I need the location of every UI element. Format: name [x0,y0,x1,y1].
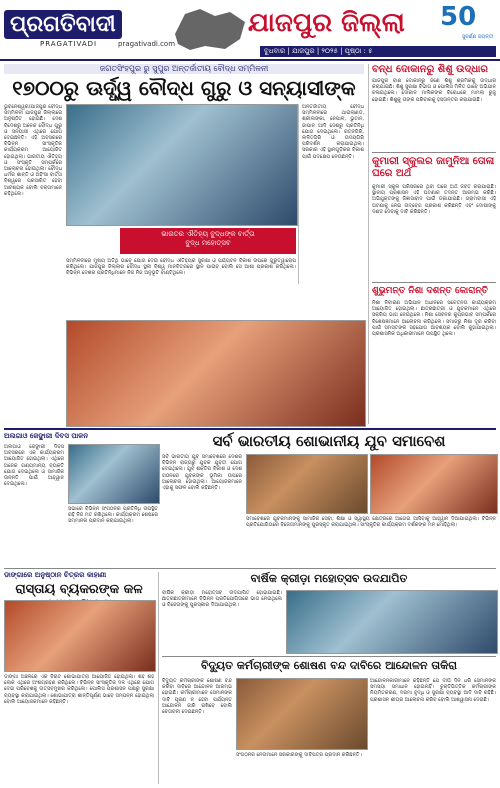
conference-stage-photo [66,104,298,226]
mid-headline[interactable]: ସର୍ବ ଭାରତୀୟ ଶୋଭାନୀୟ ଯୁବ ସମାବେଶ [212,432,446,450]
right-mid-body: କୁମାରୀ ସ୍କୁଲ ପରିସରରେ ଥିବା ଘରେ ଅର୍ଥ ଜବତ କରାଯାଇଛି। ସ୍ଥାନୀୟ ପ୍ରଶାସନ ଏହି ଘଟଣାର ତଦନ୍ତ ଆରମ୍ଭ କରିଛି। ଅଭିଯୁକ୍ତଙ୍କୁ ଜିଜ୍ଞାସାବାଦ ପାଇଁ ଡକାଯାଇଛି। ଗ୍ରାମବାସୀ ଏହି ଘଟଣାକୁ ନେଇ ଉଦ୍ବେଗ ପ୍ରକାଶ କରିଛନ୍ତି ଏବଂ ଦୋଷୀଙ୍କୁ ଦଣ୍ଡ ଦେବାକୁ ଦାବି କରିଛନ୍ତି। [372,184,496,215]
anniversary-logo: 50 [440,2,477,32]
lower-small-headline[interactable]: ଡାଙ୍ଗାରେ ଅନୁଷ୍ଠାନ ଚିତ୍ରର କାହାଣୀ [4,571,107,579]
right-low-body: ନିଶା ନିବାରଣ ଅଭିଯାନ ଅଧୀନରେ ସଚେତନତା କାର୍ଯ୍ୟକ୍ରମ ଆୟୋଜିତ ହୋଇଥିଲା। ଛାତ୍ରଛାତ୍ରୀ ଓ ଯୁବକମାନେ ଏଥିରେ ସକ୍ରିୟ ଭାଗ ନେଇଥିଲେ। ନିଶା ସେବନର କୁପ୍ରଭାବ ସମ୍ପର୍କରେ ବିଶେଷଜ୍ଞମାନେ ଆଲୋଚନା କରିଥିଲେ। ସମାଜରୁ ନିଶା ଦୂର କରିବା ପାଇଁ ସମସ୍ତଙ୍କ ସହଯୋଗ ଆବଶ୍ୟକ ବୋଲି କୁହାଯାଇଥିଲା। ପ୍ରଶାସନିକ ଅଧିକାରୀମାନେ ଉପସ୍ଥିତ ଥିଲେ। [372,300,496,338]
section-divider-mid [4,428,496,430]
mid-left-body: ଅଲଗାଓ ଜେଙ୍କ୍ଷାରୀ ଦିବସ ଅବସରରେ ଏକ କାର୍ଯ୍ୟକ୍ରମ ଆୟୋଜିତ ହୋଇଥିଲା। ଏଥିରେ ଅନେକ ଗଣ୍ୟମାନ୍ୟ ବ୍ୟକ୍ତି ଯୋଗ ଦେଇଥିଲେ ଓ ସାମାଜିକ ଉନ୍ନତି ପାଇଁ ଆହ୍ୱାନ ଦେଇଥିଲେ। [4,444,64,488]
masthead-rule [0,59,500,61]
bottom-headline[interactable]: ବିଦ୍ୟୁତ କର୍ମଚାରୀଙ୍କ ଶୋଷଣ ବନ୍ଦ ଦାବିରେ ଆନ୍ଦୋଳନ ତାକିରା [200,659,458,672]
right-divider-1 [372,152,496,153]
website-text: pragativadi.com [118,40,176,48]
protest-photo [236,678,368,750]
procession-photo [4,600,156,672]
district-map-icon [170,4,250,54]
youth-rally-photo [246,454,368,514]
right-mid-headline[interactable]: କୁମାରୀ ସ୍କୁଲର ଜାମୁନିଆ ତୋଳା ଘରେ ଅର୍ଥ [372,156,495,179]
sports-headline[interactable]: ବାର୍ଷିକ କ୍ରୀଡ଼ା ମହୋତ୍ସବ ଉଦଯାପିତ [250,572,408,585]
mid-lower-body: ସମାବେଶରେ ଯୁବକମାନଙ୍କୁ ସାମାଜିକ ସେବା, ଶିକ୍ଷା ଓ ସ୍ୱାସ୍ଥ୍ୟ କ୍ଷେତ୍ରରେ ଆଗେଇ ଆସିବାକୁ ଆହ୍ୱାନ ଦିଆଯାଇଥିଲା। ବିଭିନ୍ନ ପ୍ରତିଯୋଗିତାରେ ବିଜେତାମାନଙ୍କୁ ପୁରସ୍କୃତ କରାଯାଇଥିଲା। ସାଂସ୍କୃତିକ କାର୍ଯ୍ୟକ୍ରମ ଦର୍ଶକଙ୍କ ମନ ମୋହିଥିଲା। [246,516,496,529]
lead-callout: ଭାରତର ଐତିହ୍ୟ ବୁଦ୍ଧଙ୍କ ବାର୍ତ୍ତା [161,230,255,238]
newspaper-logo[interactable]: ପ୍ରଗତିବାଦୀ [4,10,122,39]
lower-left-body: ଡାଙ୍ଗା ଅଞ୍ଚଳରେ ଏକ ବିରାଟ ଶୋଭାଯାତ୍ରା ଆୟୋଜିତ ହୋଇଥିଲା। ଶହ ଶହ ଲୋକ ଏଥିରେ ଅଂଶଗ୍ରହଣ କରିଥିଲେ। ବିଭିନ୍ନ ସାଂସ୍କୃତିକ ଦଳ ଏଥିରେ ଯୋଗ ଦେଇ ପରିବେଶକୁ ଉତ୍ସବମୁଖର କରିଥିଲେ। ପୋଲିସ ପ୍ରଶାସନ ପକ୍ଷରୁ ସୁରକ୍ଷା ବ୍ୟବସ୍ଥା କରାଯାଇଥିଲା। ଶୋଭାଯାତ୍ରା ଶାନ୍ତିପୂର୍ଣ୍ଣ ଭାବେ ସମ୍ପନ୍ନ ହୋଇଥିଲା ବୋଲି ଆୟୋଜକମାନେ କହିଛନ୍ତି। [4,674,154,705]
anniversary-subtitle: ସୁବର୍ଣ୍ଣ ଜୟନ୍ତୀ [462,34,494,40]
right-column-divider [368,64,369,424]
lead-column-1: ଭୁବନେଶ୍ୱର/ଯାଜପୁର ବୌଦ୍ଧ ସମ୍ମିଳନୀ ଯାଜପୁର ଜିଲ୍ଲାରେ ଅନୁଷ୍ଠିତ ହୋଇଛି। ଦେଶ ବିଦେଶରୁ ଅନେକ ବୌଦ୍ଧ ଗୁରୁ ଓ ସନ୍ୟାସୀ ଏଥିରେ ଯୋଗ ଦେଇଛନ୍ତି। ଏହି ଅବସରରେ ବିଭିନ୍ନ ସାଂସ୍କୃତିକ କାର୍ଯ୍ୟକ୍ରମ ଆୟୋଜିତ ହୋଇଥିଲା। ଭାରତୀୟ ଐତିହ୍ୟ ଓ ସଂସ୍କୃତି ସମ୍ପର୍କରେ ଆଲୋଚନା ହୋଇଥିଲା। ବୌଦ୍ଧ ଧର୍ମର ଶାନ୍ତି ଓ ଅହିଂସା ବାର୍ତ୍ତା ବିଶ୍ୱରେ ପ୍ରସାରିତ ହେବା ଆବଶ୍ୟକ ବୋଲି ବକ୍ତାମାନେ କହିଥିଲେ। [4,104,62,197]
bottom-body-2: ସଂଗଠନର ନେତାମାନେ ସରକାରଙ୍କୁ ଦାବିପତ୍ର ପ୍ରଦାନ କରିଛନ୍ତି। [236,752,362,758]
youth-rally-photo-2 [370,454,498,514]
section-divider-lower [4,568,496,569]
monks-gathering-photo [66,320,366,427]
bottom-body-1: ବିଦ୍ୟୁତ କର୍ମଚାରୀଙ୍କ ଶୋଷଣ ବନ୍ଦ କରିବା ଦାବିରେ ଆନ୍ଦୋଳନ ଆରମ୍ଭ ହୋଇଛି। କର୍ମଚାରୀମାନେ ସେମାନଙ୍କ ଦାବି ପୂରଣ ନ ହେବା ପର୍ଯ୍ୟନ୍ତ ଆନ୍ଦୋଳନ ଜାରି ରଖିବେ ବୋଲି ଚେତାବନୀ ଦେଇଛନ୍ତି। [162,678,232,716]
right-top-headline[interactable]: ବନ୍ଧ ଦୋକାନରୁ ଶିଶୁ ଉଦ୍ଧାର [372,64,488,75]
right-top-body: ଯାଜପୁର ବାଣ ଦୋକାନରୁ ଜଣେ ଶିଶୁ ଶ୍ରମିକକୁ ଉଦ୍ଧାର କରାଯାଇଛି। ଶିଶୁ ସୁରକ୍ଷା ବିଭାଗ ଓ ପୋଲିସ ମିଳିତ ଭାବେ ଅଭିଯାନ ଚଳାଇଥିଲେ। ଦୋକାନ ମାଲିକଙ୍କ ବିରୋଧରେ ମାମଲା ରୁଜୁ ହୋଇଛି। ଶିଶୁକୁ ତାଙ୍କ ପରିବାରକୁ ହସ୍ତାନ୍ତର କରାଯାଇଛି। [372,78,496,103]
lead-callout-sub: ବୁଦ୍ଧ ମହୋତ୍ସବ [185,239,231,247]
mid-small-headline[interactable]: ଅଲଗାଓ ଜେଙ୍କ୍ଷାରୀ ଦିବସ ପାଳନ [4,432,89,440]
dateline: ବୁଧବାର | ଯାଜପୁର | ୨୦୨୫ | ପୃଷ୍ଠା : ୫ [260,46,496,57]
mid-center-body: ସଭାରେ ବିଭିନ୍ନ ସଂଗଠନର ପ୍ରତିନିଧି ଉପସ୍ଥିତ ରହି ନିଜ ମତ ରଖିଥିଲେ। କାର୍ଯ୍ୟକ୍ରମ ଶେଷରେ ସମ୍ମାନନା ପ୍ରଦାନ କରାଯାଇଥିଲା। [68,506,158,525]
sports-photo [286,590,498,654]
lower-column-divider [158,572,159,784]
lower-headline[interactable]: ରାସ୍ତାୟ ବ୍ୟକରଙ୍କ କଳ [15,582,143,597]
bottom-body-3: ଆନ୍ଦୋଳନକାରୀମାନେ କହିଛନ୍ତି ଯେ ଦୀର୍ଘ ଦିନ ଧରି ସେମାନଙ୍କ ସମସ୍ୟା ସମାଧାନ ହୋଇନାହିଁ। ଚୁକ୍ତିଭିତ୍ତିକ କର୍ମଚାରୀଙ୍କ ନିୟମିତକରଣ, ଦରମା ବୃଦ୍ଧି ଓ ସୁରକ୍ଷା ବ୍ୟବସ୍ଥା ଆଦି ଦାବି ରହିଛି। ପ୍ରଶାସନ ଶୀଘ୍ର ଆଲୋଚନା କରିବ ବୋଲି ଆଶ୍ୱାସନା ଦେଇଛି। [370,678,496,703]
mid-event-photo [68,444,160,504]
right-low-headline[interactable]: ଶୁଭୁମନ୍ତ ନିଶା ଦଶନ୍ତ କୋରାନ୍ତି [372,286,488,296]
bottom-divider [162,656,496,657]
lead-callout-box [120,228,296,254]
right-divider-2 [372,282,496,283]
lead-column-right: ଅନ୍ତର୍ଜାତୀୟ ବୌଦ୍ଧ ସମ୍ମିଳନୀରେ ଥାଇଲାଣ୍ଡ, ଶ୍ରୀଲଙ୍କା, ନେପାଳ, ଭୁଟାନ, ଜାପାନ ଆଦି ଦେଶରୁ ପ୍ରତିନିଧି ଯୋଗ ଦେଇଥିଲେ। ରତ୍ନଗିରି, ଲଳିତଗିରି ଓ ଉଦୟଗିରି ପରିଦର୍ଶନ କରାଯାଇଥିଲା। ସରକାର ଏହି ସ୍ଥାନଗୁଡ଼ିକର ବିକାଶ ପାଇଁ ପଦକ୍ଷେପ ନେଉଛନ୍ତି। [302,104,364,160]
logo-subtitle: PRAGATIVADI [40,40,98,48]
lead-body-lower: ସମ୍ମିଳନୀରେ ମୁଖ୍ୟ ଅତିଥି ଭାବେ ଯୋଗ ଦେଇ ବୌଦ୍ଧ ଐତିହ୍ୟର ସୁରକ୍ଷା ଓ ପର୍ଯ୍ୟଟନ ବିକାଶ ଉପରେ ଗୁରୁତ୍ୱାରୋପ କରିଥିଲେ। ଯାଜପୁର ଜିଲ୍ଲାର ବୌଦ୍ଧ ସ୍ଥଳୀ ବିଶ୍ୱ ମାନଚିତ୍ରରେ ସ୍ଥାନ ପାଇବ ବୋଲି ସେ ଆଶା ପ୍ରକାଶ କରିଥିଲେ। ବିଭିନ୍ନ ଦେଶର ପ୍ରତିନିଧିମାନେ ନିଜ ନିଜ ଅନୁଭୂତି ବାଣ୍ଟିଥିଲେ। [66,258,296,277]
district-title: ଯାଜପୁର ଜିଲ୍ଲା [248,8,405,38]
column-divider [298,104,299,284]
lead-kicker: ଜଗତସିଂହପୁର ରୁ ସୁପୁର ଅନ୍ତର୍ଜାତୀୟ ବୌଦ୍ଧ ସମ୍ମିଳନୀ [4,64,364,74]
mid-main-body: ସର୍ବ ଭାରତୀୟ ଯୁବ ସମାବେଶରେ ଦେଶର ବିଭିନ୍ନ ରାଜ୍ୟରୁ ଯୁବକ ଯୁବତୀ ଯୋଗ ଦେଇଥିଲେ। ଯୁବ ଶକ୍ତିର ବିକାଶ ଓ ଦେଶ ଗଠନରେ ଯୁବକଙ୍କ ଭୂମିକା ଉପରେ ଆଲୋଚନା ହୋଇଥିଲା। ଆୟୋଜକମାନେ ଏହାକୁ ସଫଳ ବୋଲି କହିଛନ୍ତି। [162,454,242,492]
sports-body: ବାର୍ଷିକ କ୍ରୀଡ଼ା ମହୋତ୍ସବ ଉଦଯାପିତ ହୋଇଯାଇଛି। ଛାତ୍ରଛାତ୍ରୀମାନେ ବିଭିନ୍ନ ପ୍ରତିଯୋଗିତାରେ ଭାଗ ନେଇଥିଲେ ଓ ବିଜେତାଙ୍କୁ ପୁରସ୍କାର ଦିଆଯାଇଥିଲା। [162,590,282,609]
lead-headline[interactable]: ୧୭୦୦ରୁ ଊର୍ଦ୍ଧ୍ୱ ବୌଦ୍ଧ ଗୁରୁ ଓ ସନ୍ୟାସୀଙ୍କ [12,76,356,100]
